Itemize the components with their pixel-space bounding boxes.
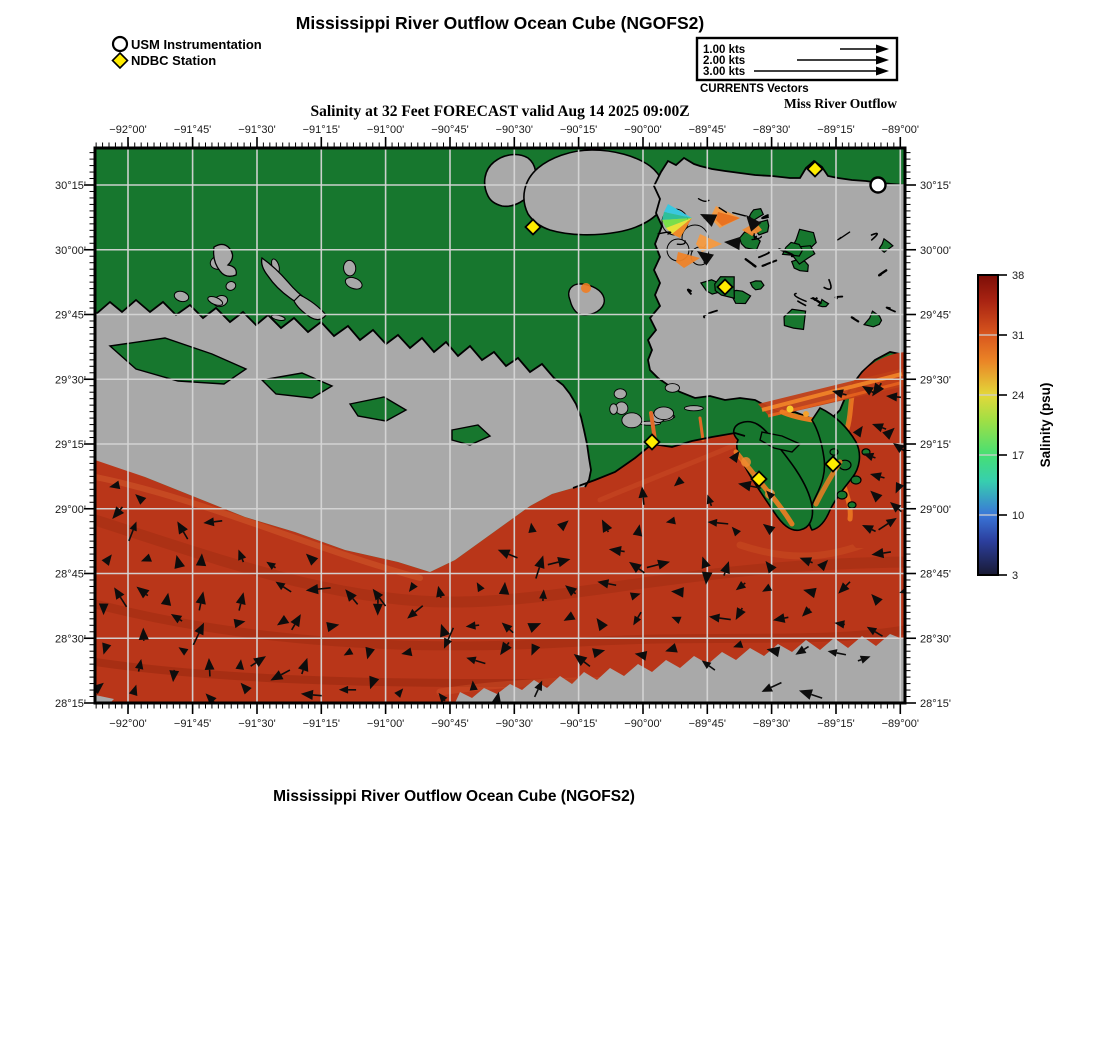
lat-tick-label-left: 29°45': [55, 309, 86, 322]
colorbar-tick-24: 24: [1012, 390, 1025, 402]
marsh-pond: [614, 389, 626, 399]
delta-islet: [848, 502, 856, 508]
kts-1-label: 1.00 kts: [703, 44, 746, 56]
lon-tick-label-bottom: −90°00': [624, 718, 662, 730]
lat-tick-label-right: 30°15': [920, 180, 951, 192]
map-area: [92, 148, 921, 715]
lat-tick-label-right: 29°15': [920, 439, 951, 451]
colorbar: [978, 270, 1053, 582]
lon-tick-label-top: −92°00': [109, 124, 147, 136]
delta-islet: [851, 476, 861, 484]
current-vector-tail: [574, 592, 576, 593]
current-vector-tail: [873, 457, 876, 458]
current-vector-tail: [214, 521, 222, 522]
colorbar-tick-10: 10: [1012, 510, 1025, 522]
current-vector-tail: [784, 617, 788, 618]
lon-tick-label-bottom: −90°45': [431, 718, 469, 730]
current-vector-tail: [744, 583, 746, 584]
lon-tick-label-top: −89°45': [688, 124, 727, 136]
usm-legend-label: USM Instrumentation: [131, 37, 262, 52]
lat-tick-label-left: 29°15': [55, 439, 86, 451]
lon-tick-label-top: −90°00': [624, 124, 662, 136]
lon-tick-label-top: −91°15': [302, 124, 341, 136]
current-vector-tail: [741, 608, 742, 610]
lon-tick-label-top: −89°30': [752, 124, 791, 136]
kts-3-label: 3.00 kts: [703, 66, 746, 78]
lon-tick-label-top: −91°00': [366, 124, 405, 136]
lon-tick-label-bottom: −90°15': [559, 718, 598, 730]
lat-tick-label-right: 28°15': [920, 698, 951, 710]
current-vector-tail: [717, 523, 728, 524]
lon-tick-label-bottom: −91°30': [238, 718, 276, 730]
lat-tick-label-left: 29°30': [55, 374, 86, 387]
lat-tick-label-right: 30°00': [920, 244, 951, 257]
low-salinity-patch: [787, 406, 794, 413]
marsh-pond: [654, 407, 674, 420]
lon-tick-label-bottom: −89°00': [881, 718, 920, 730]
current-vector-tail: [710, 503, 711, 506]
lon-tick-label-bottom: −89°45': [688, 718, 727, 730]
kts-2-label: 2.00 kts: [703, 55, 746, 67]
lon-tick-label-bottom: −91°45': [173, 718, 212, 730]
low-salinity-patch: [803, 411, 809, 417]
delta-islet: [837, 491, 847, 499]
current-vector-tail: [313, 695, 322, 696]
current-vector-tail: [274, 567, 276, 568]
lon-tick-label-top: −91°45': [173, 124, 212, 136]
colorbar-axis-label: Salinity (psu): [1038, 382, 1053, 468]
ndbc-legend-label: NDBC Station: [131, 53, 217, 68]
lat-tick-label-left: 28°30': [55, 633, 86, 646]
currents-vector-legend: [697, 38, 897, 111]
marsh-pond: [622, 413, 642, 428]
lat-tick-label-left: 29°00': [55, 503, 86, 516]
lat-tick-label-right: 29°45': [920, 309, 951, 322]
usm-instrumentation-icon: [113, 37, 127, 51]
current-vector-tail: [242, 559, 243, 562]
current-vector-tail: [643, 498, 644, 505]
colorbar-tick-3: 3: [1012, 570, 1019, 582]
lat-tick-label-left: 28°15': [55, 698, 86, 710]
lon-tick-label-top: −91°30': [238, 124, 276, 136]
low-salinity-patch: [581, 283, 591, 293]
low-salinity-patch: [741, 457, 751, 467]
lon-tick-label-top: −90°45': [431, 124, 469, 136]
current-vector-tail: [608, 530, 609, 531]
lat-tick-label-right: 29°00': [920, 503, 951, 516]
region-label: Miss River Outflow: [784, 96, 897, 111]
lat-tick-label-left: 28°45': [55, 568, 86, 581]
lat-tick-label-left: 30°00': [55, 244, 86, 257]
usm-station-marker: [871, 178, 886, 193]
creek-squiggle: [811, 298, 817, 299]
current-vector-tail: [444, 700, 445, 701]
current-vector-tail: [810, 562, 812, 563]
page-title: Mississippi River Outflow Ocean Cube (NGOFS2): [295, 13, 705, 33]
marsh-pond: [665, 384, 679, 393]
currents-caption: CURRENTS Vectors: [700, 83, 809, 95]
current-vector-tail: [146, 594, 148, 595]
current-vector-tail: [883, 552, 891, 553]
forecast-subtitle: Salinity at 32 Feet FORECAST valid Aug 14 2025 09:00Z: [310, 103, 690, 120]
lon-tick-label-bottom: −91°00': [366, 718, 405, 730]
current-vector-tail: [139, 669, 140, 672]
lat-tick-label-right: 29°30': [920, 374, 951, 387]
lon-tick-label-bottom: −89°15': [817, 718, 855, 730]
current-vector-tail: [621, 551, 625, 552]
bottom-title: Mississippi River Outflow Ocean Cube (NGOFS2): [273, 788, 635, 805]
current-vector-tail: [881, 477, 885, 478]
lat-tick-label-right: 28°30': [920, 633, 951, 646]
current-vector-tail: [858, 660, 861, 661]
lon-tick-label-top: −89°15': [817, 124, 855, 136]
colorbar-tick-17: 17: [1012, 450, 1025, 462]
ndbc-station-icon: [113, 53, 128, 68]
lon-tick-label-top: −89°00': [881, 124, 920, 136]
current-vector-tail: [843, 394, 847, 395]
lon-tick-label-bottom: −89°30': [752, 718, 791, 730]
marker-legend: [113, 37, 262, 68]
marsh-pond: [610, 404, 618, 414]
colorbar-tick-38: 38: [1012, 270, 1025, 282]
lat-tick-label-right: 28°45': [920, 568, 951, 581]
lon-tick-label-bottom: −92°00': [109, 718, 147, 730]
marsh-pond: [684, 406, 703, 411]
current-vector-tail: [724, 572, 725, 575]
lat-tick-label-left: 30°15': [55, 180, 86, 192]
colorbar-tick-31: 31: [1012, 330, 1025, 342]
lon-tick-label-bottom: −91°15': [302, 718, 341, 730]
lon-tick-label-top: −90°15': [559, 124, 598, 136]
lon-tick-label-top: −90°30': [495, 124, 534, 136]
lake-pontchartrain: [524, 150, 665, 235]
colorbar-gradient: [978, 275, 998, 575]
lon-tick-label-bottom: −90°30': [495, 718, 534, 730]
